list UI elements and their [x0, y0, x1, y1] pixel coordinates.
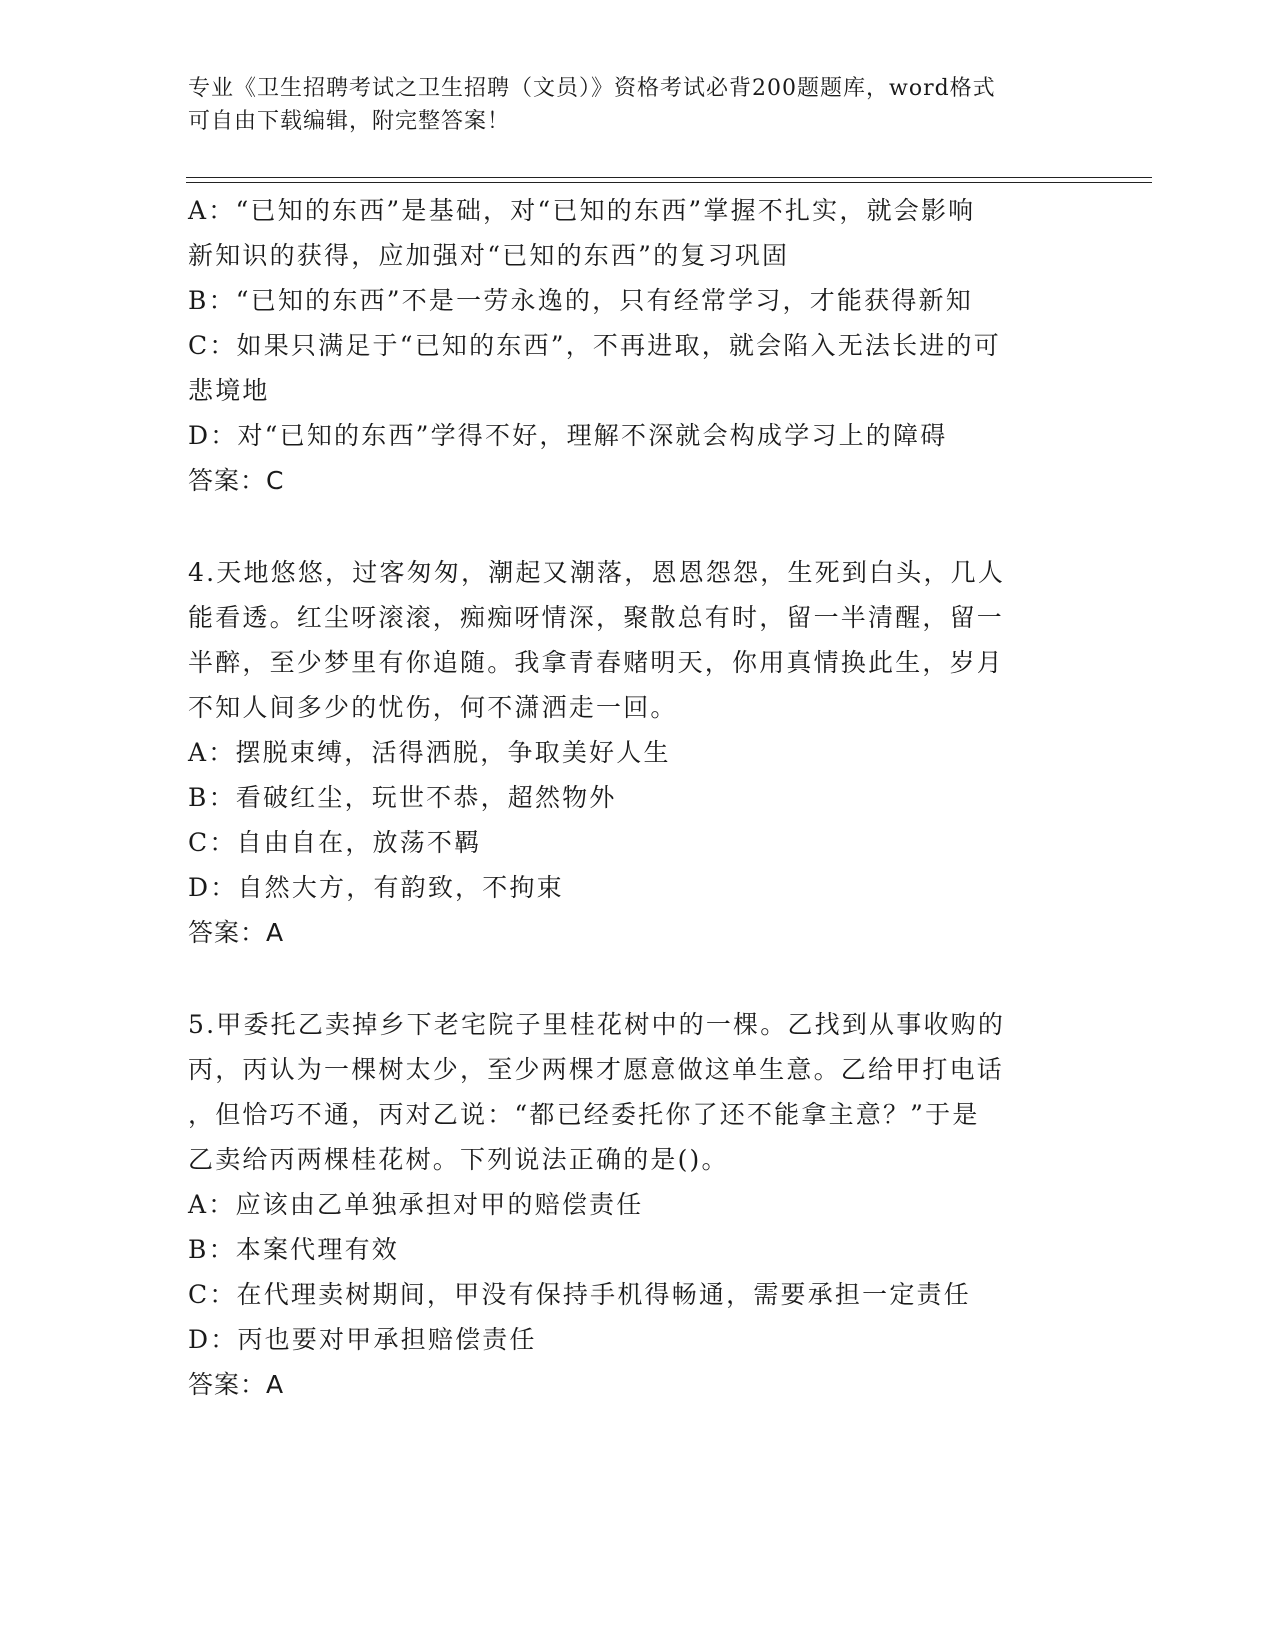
q4-stem-line-3: 半醉，至少梦里有你追随。我拿青春赌明天，你用真情换此生，岁月 — [188, 648, 1005, 677]
header-divider-top — [186, 177, 1152, 178]
q4-option-d: D：自然大方，有韵致，不拘束 — [188, 873, 564, 902]
q3-option-b: B：“已知的东西”不是一劳永逸的，只有经常学习，才能获得新知 — [188, 286, 973, 315]
q5-option-c: C：在代理卖树期间，甲没有保持手机得畅通，需要承担一定责任 — [188, 1280, 971, 1309]
document-body — [188, 188, 1068, 1407]
q3-option-c-line-2: 悲境地 — [188, 376, 270, 405]
document-header — [188, 72, 1068, 138]
question-3-block — [188, 188, 1068, 503]
q5-stem-line-2: 丙，丙认为一棵树太少，至少两棵才愿意做这单生意。乙给甲打电话 — [188, 1055, 1005, 1084]
q5-option-a: A：应该由乙单独承担对甲的赔偿责任 — [188, 1190, 644, 1219]
q4-option-b: B：看破红尘，玩世不恭，超然物外 — [188, 783, 617, 812]
q4-stem-line-1: 4.天地悠悠，过客匆匆，潮起又潮落，恩恩怨怨，生死到白头，几人 — [188, 558, 1006, 587]
q3-option-d: D：对“已知的东西”学得不好，理解不深就会构成学习上的障碍 — [188, 421, 948, 450]
question-spacer — [188, 955, 1068, 1002]
q4-stem-line-4: 不知人间多少的忧伤，何不潇洒走一回。 — [188, 693, 678, 722]
header-divider-bottom — [186, 182, 1152, 183]
q3-option-c-line-1: C：如果只满足于“已知的东西”，不再进取，就会陷入无法长进的可 — [188, 331, 1001, 360]
q3-option-a-line-1: A：“已知的东西”是基础，对“已知的东西”掌握不扎实，就会影响 — [188, 196, 976, 225]
question-4-block — [188, 550, 1068, 955]
question-5-block — [188, 1002, 1068, 1407]
question-spacer — [188, 503, 1068, 550]
q5-option-d: D：丙也要对甲承担赔偿责任 — [188, 1325, 537, 1354]
q4-option-a: A：摆脱束缚，活得洒脱，争取美好人生 — [188, 738, 671, 767]
q5-stem-line-4: 乙卖给丙两棵桂花树。下列说法正确的是()。 — [188, 1145, 729, 1174]
q5-option-b: B：本案代理有效 — [188, 1235, 399, 1264]
q3-option-a-line-2: 新知识的获得，应加强对“已知的东西”的复习巩固 — [188, 241, 790, 270]
q5-stem-line-3: ，但恰巧不通，丙对乙说：“都已经委托你了还不能拿主意？”于是 — [188, 1100, 980, 1129]
q4-stem-line-2: 能看透。红尘呀滚滚，痴痴呀情深，聚散总有时，留一半清醒，留一 — [188, 603, 1005, 632]
q3-answer: 答案：C — [188, 466, 285, 495]
q5-answer: 答案：A — [188, 1370, 285, 1399]
header-title-line-1: 专业《卫生招聘考试之卫生招聘（文员）》资格考试必背200题题库，word格式 — [188, 76, 996, 101]
header-title-line-2: 可自由下载编辑，附完整答案！ — [188, 109, 511, 134]
q4-option-c: C：自由自在，放荡不羁 — [188, 828, 482, 857]
q4-answer: 答案：A — [188, 918, 285, 947]
q5-stem-line-1: 5.甲委托乙卖掉乡下老宅院子里桂花树中的一棵。乙找到从事收购的 — [188, 1010, 1006, 1039]
